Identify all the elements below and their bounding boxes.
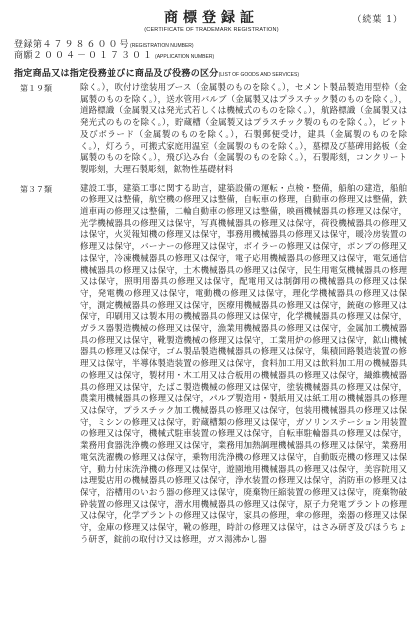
- class-37-entry: [14, 184, 409, 547]
- certificate-title: 商標登録証: [164, 10, 259, 26]
- certificate-subtitle-en: (CERTIFICATE OF TRADEMARK REGISTRATION): [144, 27, 279, 33]
- class-37-label: 第３７類: [20, 184, 52, 194]
- class-37-services-text: 建設工事，建築工事に関する助言，建築設備の運転・点検・整備，船舶の建造，船舶の修理又は整備，航空機の修理又は整備，自転車の修理，自動車の修理又は整備，鉄道車両の修理又は整備，二輪自動車の修理又は整備，映画機械器具の修理又は保守，光学機械器具の修理又は保守，写真機械器具の修理又は保守，荷役機械器具の修理又は保守，火災報知機の修理又は保守，事務用機械器具の修理又は保守，暖冷房装置の修理又は保守，バーナーの修理又は保守，ボイラーの修理又は保守，ポンプの修理又は保守，冷凍機械器具の修理又は保守，電子応用機械器具の修理又は保守，電気通信機械器具の修理又は保守，土木機械器具の修理又は保守，民生用電気機械器具の修理又は保守，照明用器具の修理又は保守，配電用又は制御用の機械器具の修理又は保守，発電機の修理又は保守，電動機の修理又は保守，理化学機械器具の修理又は保守，測定機械器具の修理又は保守，医療用機械器具の修理又は保守，銃砲の修理又は保守，印刷用又は製本用の機械器具の修理又は保守，化学機械器具の修理又は保守，ガラス器製造機械の修理又は保守，漁業用機械器具の修理又は保守，金属加工機械器具の修理又は保守，靴製造機械の修理又は保守，工業用炉の修理又は保守，鉱山機械器具の修理又は保守，ゴム製品製造機械器具の修理又は保守，集積回路製造装置の修理又は保守，半導体製造装置の修理又は保守，食料加工用又は飲料加工用の機械器具の修理又は保守，製材用・木工用又は合板用の機械器具の修理又は保守，繊維機械器具の修理又は保守，たばこ製造機械の修理又は保守，塗装機械器具の修理又は保守，農業用機械器具の修理又は保守，パルプ製造用・製紙用又は紙工用の機械器具の修理又は保守，プラスチック加工機械器具の修理又は保守，包装用機械器具の修理又は保守，ミシンの修理又は保守，貯蔵槽類の修理又は保守，ガソリンステーション用装置の修理又は保守，機械式駐車装置の修理又は保守，自転車駐輪器具の修理又は保守，業務用食器洗浄機の修理又は保守，業務用加熱調理機械器具の修理又は保守，業務用電気洗濯機の修理又は保守，乗物用洗浄機の修理又は保守，自動販売機の修理又は保守，動力付床洗浄機の修理又は保守，遊園地用機械器具の修理又は保守，美容院用又は理髪店用の機械器具の修理又は保守，浄水装置の修理又は保守，消防車の修理又は保守，浴槽用のいおう器の修理又は保守，廃棄物圧縮装置の修理又は保守，廃棄物破砕装置の修理又は保守，潜水用機械器具の修理又は保守，原子力発電プラントの修理又は保守，化学プラントの修理又は保守，家具の修理，傘の修理，楽器の修理又は保守，金庫の修理又は保守，靴の修理，時計の修理又は保守，はさみ研ぎ及びほうちょう研ぎ，錠前の取付け又は修理，ガス湯沸かし器: [80, 183, 407, 545]
- class-19-goods-text: 除く。），吹付け塗装用ブース（金属製のものを除く。），セメント製品製造用型枠（金属製のものを除く。），送水管用バルブ（金属製又はプラスチック製のものを除く。），道路標識（金属製又は発光式若しくは機械式のものを除く。），航路標識（金属製又は発光式のものを除く。），貯蔵槽（金属製又はプラスチック製のものを除く。），ビット及びボラード（金属製のものを除く。），石製郵便受け，建具（金属製のものを除く。），灯ろう，可搬式家庭用温室（金属製のものを除く。），墓標及び墓碑用銘板（金属製のものを除く。），飛び込み台（金属製のものを除く。），石製彫刻，コンクリート製彫刻，大理石製彫刻，鉱物性基礎材料: [80, 83, 407, 175]
- goods-services-heading: [14, 65, 409, 77]
- goods-services-title: 指定商品又は指定役務並びに商品及び役務の区分: [14, 69, 219, 79]
- registration-number-suffix: 号: [119, 40, 130, 50]
- registration-number-label: 登録第: [14, 40, 43, 50]
- registration-number: ４７９８６００: [42, 40, 120, 50]
- class-19-label: 第１９類: [20, 84, 52, 93]
- registration-number-row: [14, 36, 409, 50]
- application-number-row: [14, 47, 409, 61]
- goods-services-title-en: (LIST OF GOODS AND SERVICES): [218, 72, 299, 78]
- application-number: ２００４－０１７３０１: [33, 51, 155, 61]
- certificate-header: [14, 10, 409, 36]
- registration-number-label-en: (REGISTRATION NUMBER): [130, 43, 194, 49]
- class-19-entry: [14, 83, 409, 177]
- continuation-sheet-label: （続葉 1）: [352, 15, 403, 25]
- application-number-label: 商願: [14, 51, 34, 61]
- application-number-label-en: (APPLICATION NUMBER): [155, 54, 215, 60]
